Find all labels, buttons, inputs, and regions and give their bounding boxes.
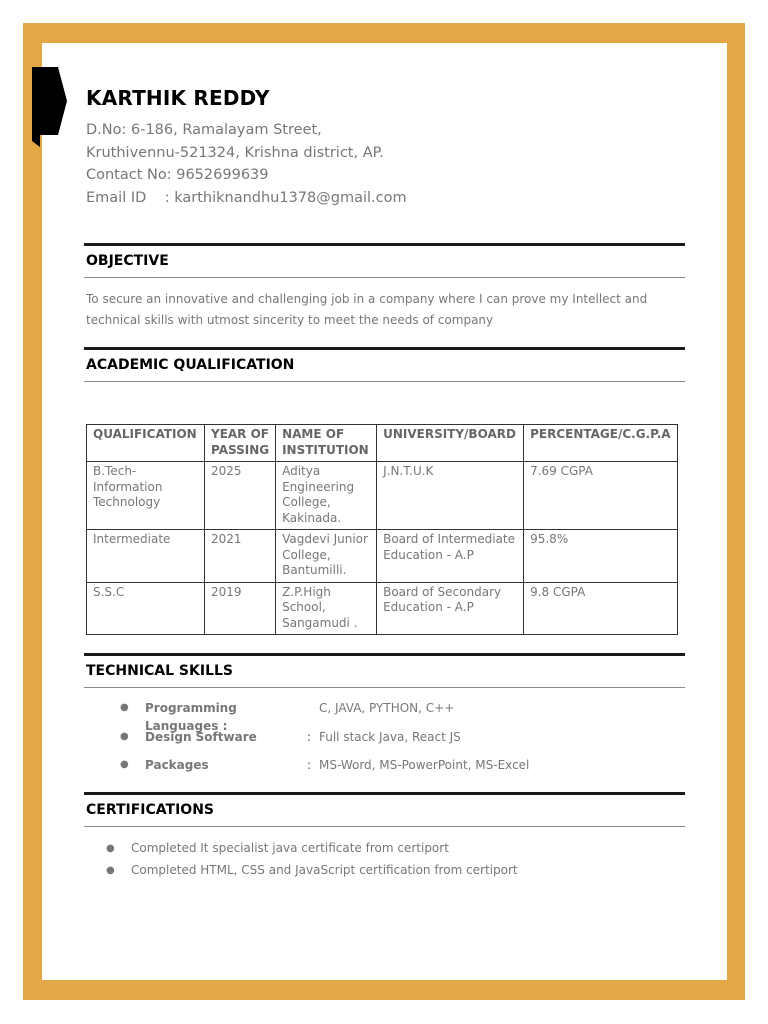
certifications-section-header — [84, 792, 685, 827]
bullet-icon: ● — [106, 843, 115, 854]
academic-section-header — [84, 347, 685, 382]
email-address: Email ID : karthiknandhu1378@gmail.com — [86, 189, 407, 206]
skill-value: MS-Word, MS-PowerPoint, MS-Excel — [319, 758, 530, 772]
column-header-institution: NAME OF INSTITUTION — [276, 425, 377, 462]
bullet-icon: ● — [106, 864, 115, 876]
address-line-1: D.No: 6-186, Ramalayam Street, — [86, 122, 322, 138]
table-cell: 9.8 CGPA — [524, 582, 677, 635]
skill-separator: : — [307, 758, 312, 772]
certifications-heading: CERTIFICATIONS — [86, 802, 215, 818]
table-cell: 95.8% — [524, 530, 677, 583]
certification-text: Completed HTML, CSS and JavaScript certification from certiport — [131, 862, 518, 877]
table-cell: Vagdevi Junior College, Bantumilli. — [276, 530, 377, 583]
bullet-icon: ● — [120, 730, 129, 742]
skill-label: Programming Languages : — [145, 701, 237, 733]
table-cell: Board of Intermediate Education - A.P — [377, 530, 524, 583]
list-item — [106, 838, 518, 860]
contact-number: Contact No: 9652699639 — [86, 167, 269, 183]
contact-block — [86, 119, 407, 209]
address-line-2: Kruthivennu-521324, Krishna district, AP. — [86, 144, 384, 161]
skill-value: C, JAVA, PYTHON, C++ — [319, 701, 455, 715]
table-cell: B.Tech-Information Technology — [87, 462, 205, 530]
column-header-year: YEAR OF PASSING — [205, 425, 276, 462]
skills-heading: TECHNICAL SKILLS — [86, 663, 233, 679]
table-cell: Z.P.High School, Sangamudi . — [276, 582, 377, 635]
skill-label: Design Software — [145, 729, 257, 744]
list-item — [106, 860, 518, 882]
skill-separator: : — [307, 729, 312, 744]
table-row — [87, 530, 678, 583]
objective-heading: OBJECTIVE — [86, 253, 169, 269]
column-header-university: UNIVERSITY/BOARD — [377, 425, 524, 462]
table-cell: Aditya Engineering College, Kakinada. — [276, 462, 377, 530]
candidate-name: KARTHIK REDDY — [86, 86, 270, 110]
skills-section-header — [84, 653, 685, 688]
table-header-row — [87, 425, 678, 462]
table-row — [87, 462, 678, 530]
table-cell: J.N.T.U.K — [377, 462, 524, 530]
certifications-list — [106, 838, 518, 881]
table-cell: Intermediate — [87, 530, 205, 583]
column-header-percentage: PERCENTAGE/C.G.P.A — [524, 425, 677, 462]
table-cell: Board of Secondary Education - A.P — [377, 582, 524, 635]
list-item — [120, 728, 529, 757]
academic-table — [86, 424, 678, 635]
certification-text: Completed It specialist java certificate from certiport — [131, 841, 449, 855]
table-cell: 2025 — [205, 462, 276, 530]
table-cell: 2019 — [205, 582, 276, 635]
academic-heading: ACADEMIC QUALIFICATION — [86, 357, 295, 373]
table-cell: 2021 — [205, 530, 276, 583]
column-header-qualification: QUALIFICATION — [87, 425, 205, 462]
list-item — [120, 699, 529, 733]
table-row — [87, 582, 678, 635]
skill-label: Packages — [145, 758, 209, 772]
name-marker-tab — [32, 67, 67, 147]
table-cell: S.S.C — [87, 582, 205, 635]
skills-list — [120, 699, 529, 785]
table-cell: 7.69 CGPA — [524, 462, 677, 530]
objective-section-header — [84, 243, 685, 278]
bullet-icon: ● — [120, 759, 129, 770]
skill-value: Full stack Java, React JS — [319, 729, 461, 744]
skill-separator — [307, 699, 319, 728]
list-item — [120, 756, 529, 785]
objective-text: To secure an innovative and challenging job in a company where I can prove my Intellect and technical skills with utmost sincerity to meet the needs of company — [86, 292, 648, 327]
bullet-icon: ● — [120, 702, 129, 713]
